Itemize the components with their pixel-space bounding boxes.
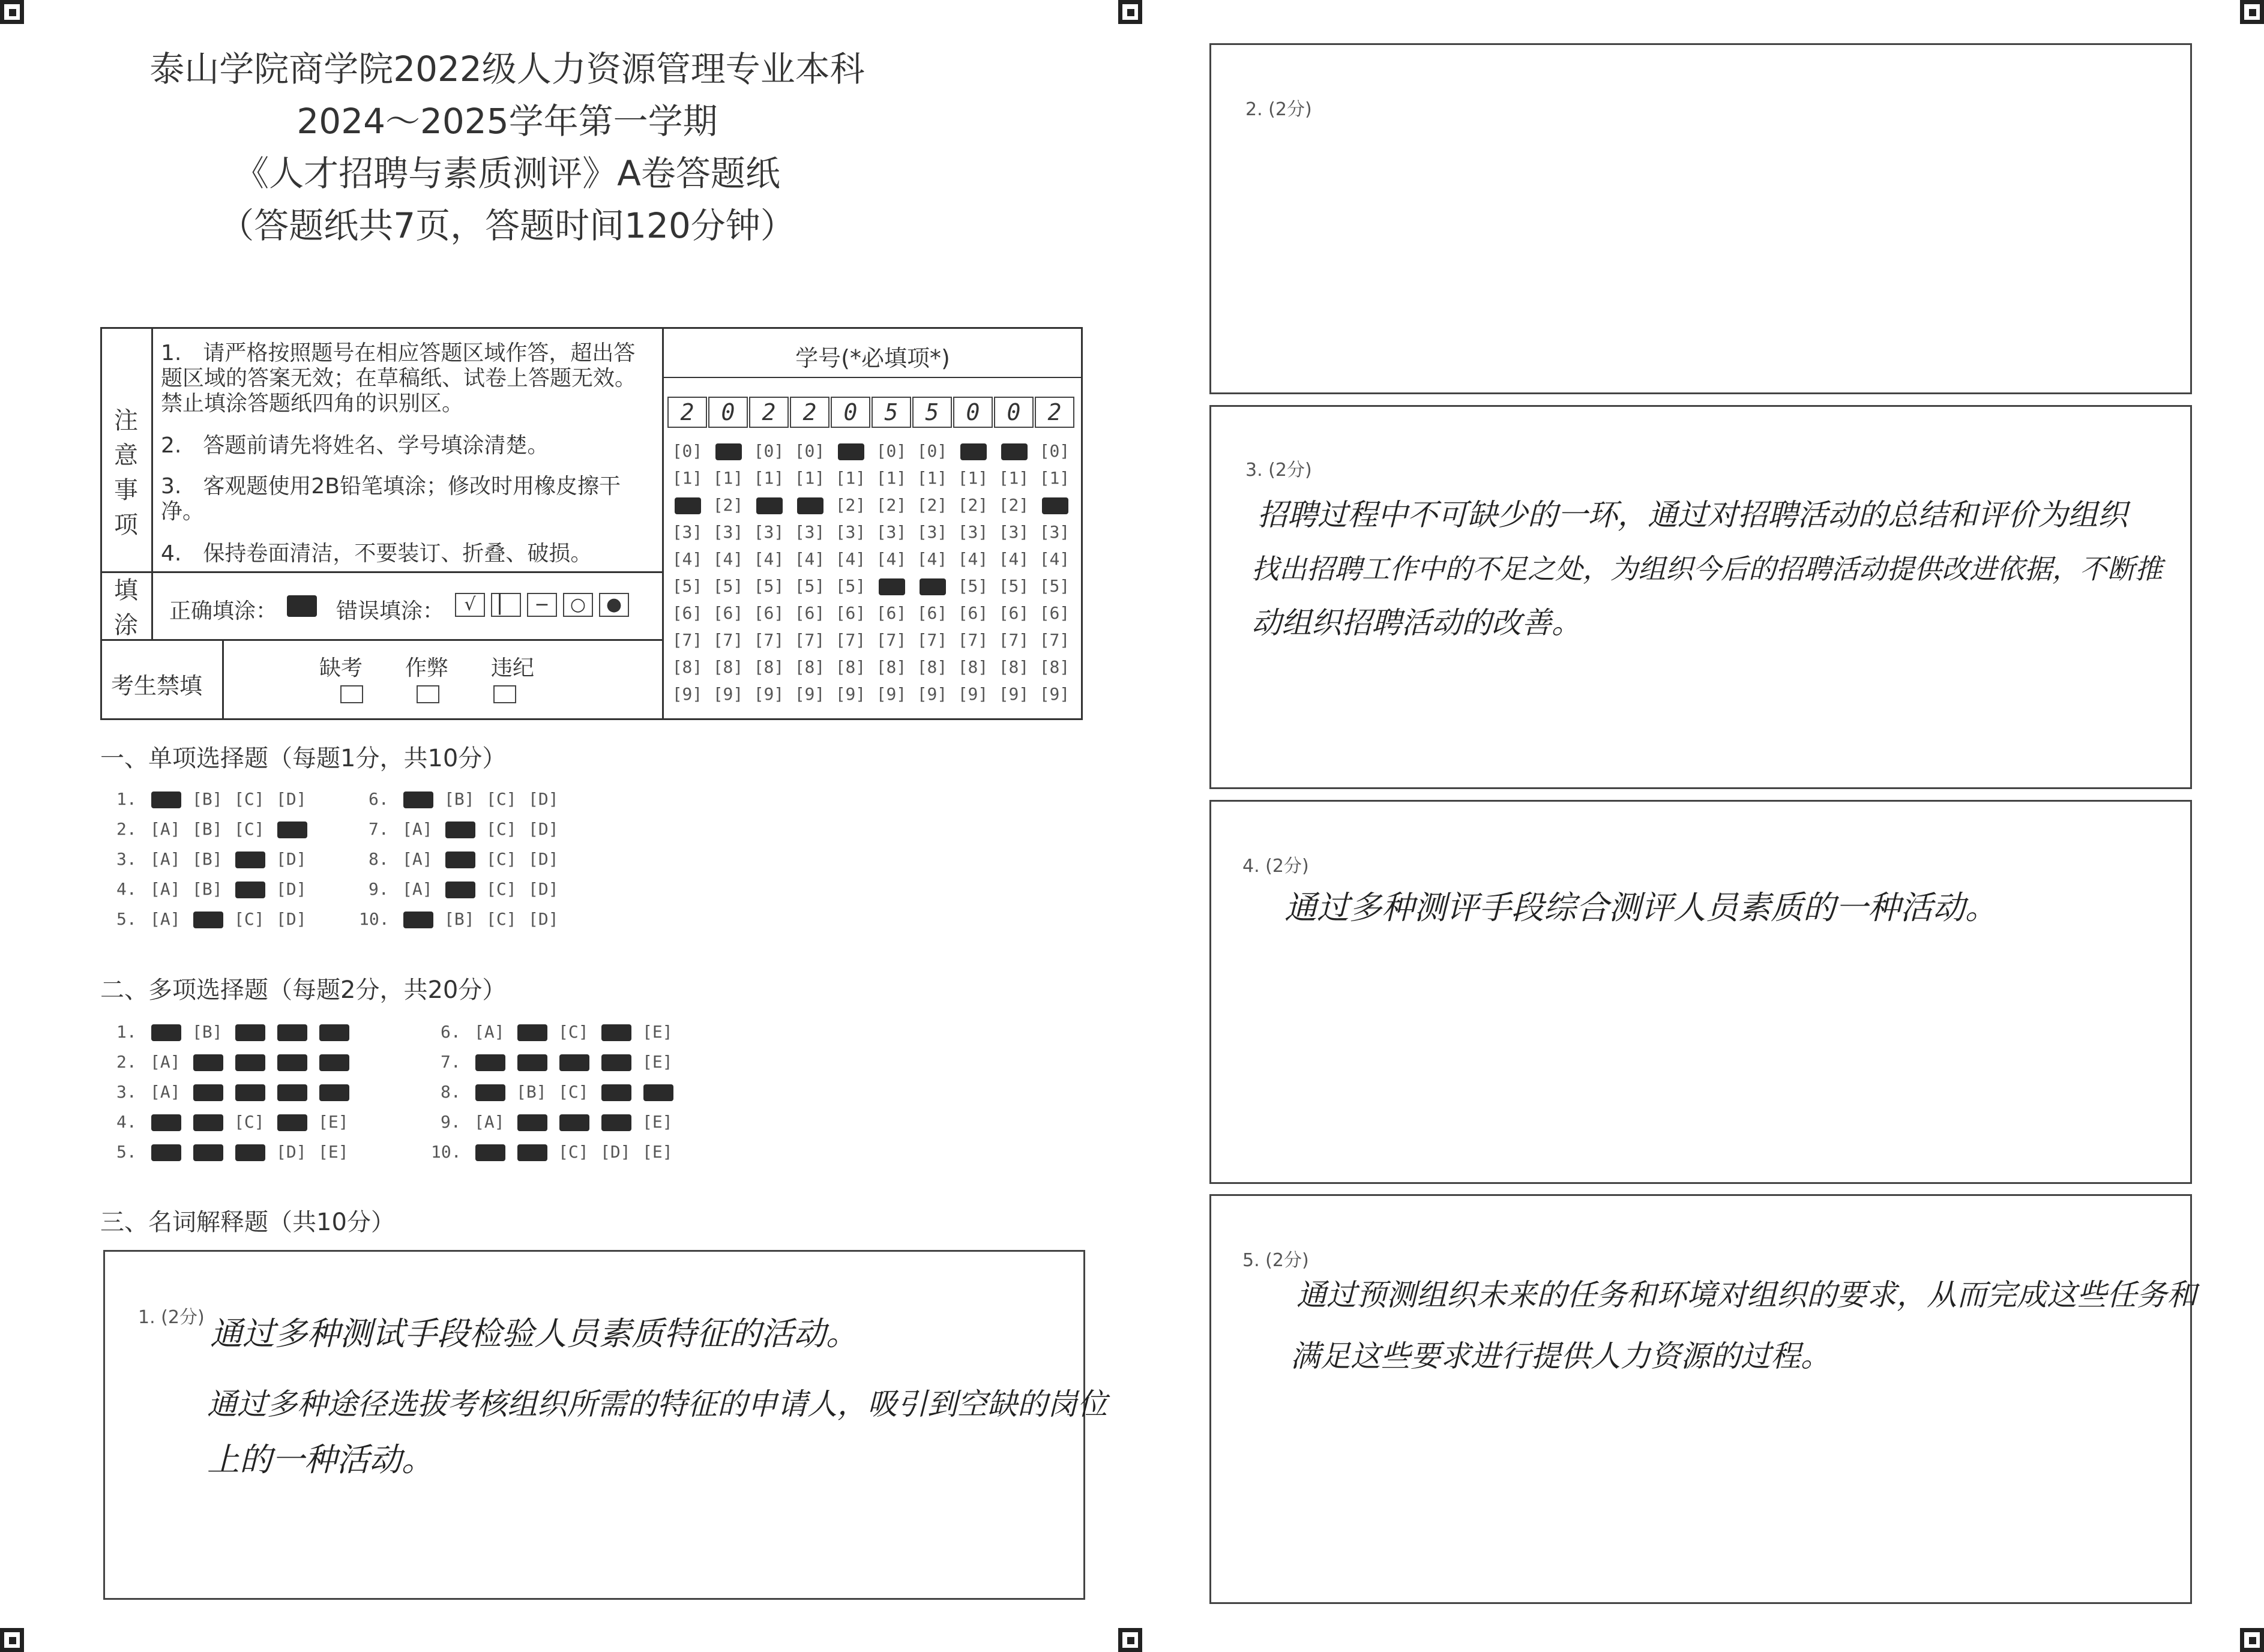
multi-choice-option-filled[interactable]: [193, 1144, 223, 1161]
single-choice-option[interactable]: [D]: [528, 909, 559, 929]
answer-1-line-3: 上的一种活动。: [207, 1441, 434, 1479]
student-id-bubble-filled[interactable]: [797, 497, 823, 514]
student-id-digit-cell: 2: [790, 397, 829, 428]
multi-choice-option-filled[interactable]: [235, 1054, 265, 1071]
student-id-bubble[interactable]: [2]: [957, 495, 989, 515]
header-line-2: 2024～2025学年第一学期: [297, 101, 718, 142]
single-choice-option-filled[interactable]: [403, 912, 433, 928]
student-id-bubble[interactable]: [7]: [998, 630, 1029, 650]
single-choice-option[interactable]: [D]: [276, 879, 307, 899]
multi-choice-option-filled[interactable]: [235, 1084, 265, 1101]
multi-choice-option-filled[interactable]: [475, 1144, 505, 1161]
answer-box-3-number: 3. (2分): [1245, 460, 1312, 481]
student-id-bubble[interactable]: [7]: [876, 630, 907, 650]
answer-box-4[interactable]: [1209, 800, 2192, 1184]
notice-item-2: 2. 答题前请先将姓名、学号填涂清楚。: [161, 433, 549, 458]
student-id-bubble[interactable]: [8]: [712, 657, 744, 677]
notice-item-4: 4. 保持卷面清洁，不要装订、折叠、破损。: [161, 541, 592, 566]
multi-choice-option[interactable]: [B]: [516, 1082, 547, 1102]
single-choice-option-filled[interactable]: [235, 852, 265, 868]
single-choice-option[interactable]: [A]: [402, 819, 433, 839]
restricted-option-absent: 缺考: [319, 656, 363, 680]
student-id-bubble[interactable]: [5]: [835, 576, 866, 596]
section2-title: 二、多项选择题（每题2分，共20分）: [100, 976, 507, 1004]
student-id-bubble[interactable]: [3]: [876, 522, 907, 542]
student-id-bubble[interactable]: [3]: [753, 522, 784, 542]
multi-choice-option-filled[interactable]: [475, 1054, 505, 1071]
fill-wrong-label: 错误填涂：: [336, 599, 445, 623]
multi-choice-question-number: 3.: [116, 1082, 137, 1102]
multi-choice-option[interactable]: [C]: [558, 1082, 589, 1102]
student-id-bubble[interactable]: [7]: [712, 630, 744, 650]
multi-choice-option[interactable]: [A]: [150, 1082, 181, 1102]
student-id-digit-cell: 2: [667, 397, 707, 428]
single-choice-option[interactable]: [D]: [276, 909, 307, 929]
multi-choice-option-filled[interactable]: [319, 1054, 349, 1071]
single-choice-option[interactable]: [C]: [486, 909, 517, 929]
single-choice-option[interactable]: [A]: [402, 849, 433, 869]
multi-choice-option[interactable]: [E]: [642, 1022, 673, 1042]
single-choice-question-number: 7.: [369, 819, 389, 839]
single-choice-question-number: 3.: [116, 849, 137, 869]
multi-choice-option-filled[interactable]: [235, 1144, 265, 1161]
fill-wrong-symbol: ▏: [499, 594, 513, 615]
multi-choice-option-filled[interactable]: [601, 1054, 631, 1071]
student-id-bubble[interactable]: [5]: [794, 576, 825, 596]
multi-choice-option[interactable]: [C]: [558, 1022, 589, 1042]
restricted-option-cheat: 作弊: [405, 656, 449, 680]
student-id-bubble[interactable]: [3]: [835, 522, 866, 542]
multi-choice-option[interactable]: [E]: [318, 1112, 349, 1132]
student-id-bubble[interactable]: [0]: [672, 441, 703, 461]
student-id-bubble[interactable]: [4]: [753, 549, 784, 569]
single-choice-option-filled[interactable]: [151, 791, 181, 808]
fill-correct-sample: [287, 595, 317, 617]
fill-wrong-sample: [599, 593, 629, 617]
student-id-bubble[interactable]: [9]: [794, 684, 825, 704]
answer-box-1-number: 1. (2分): [138, 1307, 205, 1328]
student-id-bubble[interactable]: [6]: [998, 603, 1029, 623]
single-choice-option[interactable]: [B]: [444, 789, 475, 809]
fill-side-label: 填涂: [114, 577, 138, 639]
multi-choice-question-number: 2.: [116, 1052, 137, 1072]
multi-choice-option-filled[interactable]: [235, 1024, 265, 1041]
student-id-bubble[interactable]: [7]: [1039, 630, 1070, 650]
single-choice-question-number: 4.: [116, 879, 137, 899]
single-choice-option-filled[interactable]: [403, 791, 433, 808]
student-id-bubble[interactable]: [7]: [835, 630, 866, 650]
multi-choice-option-filled[interactable]: [601, 1114, 631, 1131]
single-choice-question-number: 1.: [116, 789, 137, 809]
student-id-bubble[interactable]: [6]: [835, 603, 866, 623]
student-id-bubble-filled[interactable]: [715, 443, 742, 460]
single-choice-question-number: 2.: [116, 819, 137, 839]
single-choice-option[interactable]: [D]: [276, 849, 307, 869]
student-id-digit-cell: 0: [831, 397, 870, 428]
student-id-bubble[interactable]: [8]: [876, 657, 907, 677]
single-choice-option[interactable]: [B]: [192, 819, 223, 839]
restricted-label: 考生禁填: [111, 673, 203, 699]
answer-box-3[interactable]: [1209, 405, 2192, 789]
student-id-bubble[interactable]: [2]: [876, 495, 907, 515]
multi-choice-option-filled[interactable]: [643, 1084, 673, 1101]
multi-choice-option-filled[interactable]: [151, 1144, 181, 1161]
student-id-bubble[interactable]: [9]: [1039, 684, 1070, 704]
multi-choice-option-filled[interactable]: [517, 1054, 547, 1071]
divider: [663, 377, 1083, 378]
student-id-bubble[interactable]: [9]: [712, 684, 744, 704]
multi-choice-option[interactable]: [C]: [558, 1142, 589, 1162]
multi-choice-option-filled[interactable]: [277, 1054, 307, 1071]
student-id-bubble[interactable]: [6]: [753, 603, 784, 623]
single-choice-option[interactable]: [D]: [528, 879, 559, 899]
student-id-bubble[interactable]: [4]: [998, 549, 1029, 569]
student-id-bubble[interactable]: [9]: [998, 684, 1029, 704]
answer-4-line-1: 通过多种测评手段综合测评人员素质的一种活动。: [1284, 889, 1998, 927]
student-id-bubble[interactable]: [5]: [753, 576, 784, 596]
multi-choice-option-filled[interactable]: [559, 1054, 589, 1071]
student-id-bubble[interactable]: [7]: [753, 630, 784, 650]
student-id-bubble[interactable]: [6]: [876, 603, 907, 623]
student-id-bubble[interactable]: [1]: [753, 468, 784, 488]
fill-wrong-symbol: −: [534, 594, 550, 615]
multi-choice-question-number: 9.: [441, 1112, 461, 1132]
corner-mark-top-right: [2240, 0, 2264, 24]
student-id-bubble[interactable]: [2]: [998, 495, 1029, 515]
student-id-bubble-filled[interactable]: [879, 578, 905, 595]
multi-choice-option[interactable]: [A]: [150, 1052, 181, 1072]
multi-choice-question-number: 1.: [116, 1022, 137, 1042]
student-id-bubble[interactable]: [1]: [835, 468, 866, 488]
fill-wrong-sample: [527, 593, 557, 617]
single-choice-option[interactable]: [D]: [528, 819, 559, 839]
single-choice-option[interactable]: [A]: [150, 909, 181, 929]
divider: [100, 639, 663, 641]
multi-choice-option-filled[interactable]: [193, 1084, 223, 1101]
single-choice-option[interactable]: [D]: [276, 789, 307, 809]
answer-1-line-2: 通过多种途径选拔考核组织所需的特征的申请人，吸引到空缺的岗位: [207, 1387, 1107, 1422]
student-id-bubble[interactable]: [9]: [957, 684, 989, 704]
multi-choice-option-filled[interactable]: [601, 1084, 631, 1101]
student-id-bubble[interactable]: [3]: [712, 522, 744, 542]
single-choice-option-filled[interactable]: [235, 882, 265, 898]
student-id-bubble[interactable]: [3]: [917, 522, 948, 542]
student-id-bubble[interactable]: [7]: [917, 630, 948, 650]
student-id-bubble[interactable]: [8]: [998, 657, 1029, 677]
student-id-bubble[interactable]: [5]: [672, 576, 703, 596]
fill-wrong-symbol: ●: [606, 594, 622, 615]
multi-choice-option-filled[interactable]: [517, 1024, 547, 1041]
single-choice-option-filled[interactable]: [193, 912, 223, 928]
student-id-bubble[interactable]: [2]: [917, 495, 948, 515]
multi-choice-question-number: 7.: [441, 1052, 461, 1072]
single-choice-option[interactable]: [D]: [528, 849, 559, 869]
student-id-bubble[interactable]: [8]: [835, 657, 866, 677]
student-id-digit-cell: 0: [953, 397, 993, 428]
student-id-bubble[interactable]: [0]: [876, 441, 907, 461]
student-id-bubble[interactable]: [1]: [917, 468, 948, 488]
student-id-bubble-filled[interactable]: [1001, 443, 1028, 460]
section1-title: 一、单项选择题（每题1分，共10分）: [100, 745, 507, 772]
student-id-bubble[interactable]: [5]: [712, 576, 744, 596]
restricted-option-violation: 违纪: [491, 656, 535, 680]
answer-5-line-1: 通过预测组织未来的任务和环境对组织的要求，从而完成这些任务和: [1296, 1278, 2197, 1312]
single-choice-option[interactable]: [C]: [234, 819, 265, 839]
student-id-bubble-filled[interactable]: [920, 578, 946, 595]
student-id-bubble-filled[interactable]: [675, 497, 701, 514]
student-id-bubble[interactable]: [8]: [1039, 657, 1070, 677]
answer-3-line-1: 招聘过程中不可缺少的一环，通过对招聘活动的总结和评价为组织: [1257, 497, 2128, 532]
fill-wrong-sample: [563, 593, 593, 617]
student-id-digit-cell: 2: [1035, 397, 1074, 428]
single-choice-option[interactable]: [C]: [486, 849, 517, 869]
multi-choice-option[interactable]: [A]: [474, 1022, 505, 1042]
student-id-bubble-filled[interactable]: [756, 497, 783, 514]
student-id-bubble[interactable]: [8]: [794, 657, 825, 677]
fill-wrong-sample: [491, 593, 521, 617]
multi-choice-option-filled[interactable]: [277, 1114, 307, 1131]
multi-choice-question-number: 5.: [116, 1142, 137, 1162]
header-line-3: 《人才招聘与素质测评》A卷答题纸: [234, 153, 780, 194]
student-id-bubble[interactable]: [2]: [835, 495, 866, 515]
student-id-bubble[interactable]: [7]: [672, 630, 703, 650]
multi-choice-question-number: 4.: [116, 1112, 137, 1132]
notice-item-3: 3. 客观题使用2B铅笔填涂；修改时用橡皮擦干净。: [161, 474, 621, 524]
corner-mark-top-center: [1118, 0, 1142, 24]
multi-choice-option-filled[interactable]: [517, 1144, 547, 1161]
student-id-bubble[interactable]: [1]: [998, 468, 1029, 488]
student-id-bubble-filled[interactable]: [1042, 497, 1068, 514]
student-id-bubble[interactable]: [9]: [835, 684, 866, 704]
fill-correct-label: 正确填涂：: [169, 599, 278, 623]
multi-choice-option-filled[interactable]: [151, 1024, 181, 1041]
student-id-bubble[interactable]: [8]: [957, 657, 989, 677]
multi-choice-option[interactable]: [B]: [192, 1022, 223, 1042]
multi-choice-option-filled[interactable]: [193, 1054, 223, 1071]
answer-5-line-2: 满足这些要求进行提供人力资源的过程。: [1290, 1339, 1831, 1374]
multi-choice-option[interactable]: [E]: [642, 1052, 673, 1072]
divider: [100, 571, 663, 573]
student-id-bubble[interactable]: [8]: [753, 657, 784, 677]
multi-choice-option[interactable]: [D]: [600, 1142, 631, 1162]
notice-side-label: 注意事项: [114, 407, 138, 539]
fill-wrong-symbol: ○: [570, 594, 586, 615]
student-id-bubble[interactable]: [9]: [917, 684, 948, 704]
header-line-1: 泰山学院商学院2022级人力资源管理专业本科: [149, 49, 865, 89]
single-choice-question-number: 6.: [369, 789, 389, 809]
student-id-bubble[interactable]: [6]: [794, 603, 825, 623]
multi-choice-option-filled[interactable]: [277, 1084, 307, 1101]
single-choice-question-number: 9.: [369, 879, 389, 899]
answer-box-2[interactable]: [1209, 43, 2192, 394]
single-choice-option-filled[interactable]: [445, 852, 475, 868]
student-id-bubble[interactable]: [6]: [712, 603, 744, 623]
answer-box-4-number: 4. (2分): [1242, 856, 1309, 877]
multi-choice-option-filled[interactable]: [319, 1024, 349, 1041]
student-id-bubble-filled[interactable]: [838, 443, 864, 460]
student-id-bubble[interactable]: [0]: [1039, 441, 1070, 461]
student-id-bubble[interactable]: [9]: [876, 684, 907, 704]
student-id-bubble[interactable]: [2]: [712, 495, 744, 515]
answer-box-1[interactable]: [103, 1250, 1085, 1600]
answer-3-line-3: 动组织招聘活动的改善。: [1251, 605, 1582, 640]
multi-choice-question-number: 8.: [441, 1082, 461, 1102]
student-id-bubble[interactable]: [6]: [1039, 603, 1070, 623]
divider: [662, 327, 664, 720]
student-id-bubble[interactable]: [4]: [917, 549, 948, 569]
divider: [222, 639, 224, 720]
single-choice-option[interactable]: [B]: [192, 849, 223, 869]
single-choice-option[interactable]: [A]: [402, 879, 433, 899]
multi-choice-option-filled[interactable]: [319, 1084, 349, 1101]
single-choice-option[interactable]: [B]: [444, 909, 475, 929]
multi-choice-option[interactable]: [A]: [474, 1112, 505, 1132]
multi-choice-option-filled[interactable]: [151, 1114, 181, 1131]
corner-mark-top-left: [0, 0, 24, 24]
multi-choice-option-filled[interactable]: [559, 1114, 589, 1131]
multi-choice-option-filled[interactable]: [277, 1024, 307, 1041]
student-id-digit-cell: 0: [708, 397, 748, 428]
fill-wrong-symbol: √: [464, 594, 476, 615]
student-id-bubble[interactable]: [1]: [712, 468, 744, 488]
student-id-bubble[interactable]: [1]: [876, 468, 907, 488]
student-id-bubble[interactable]: [5]: [957, 576, 989, 596]
single-choice-option-filled[interactable]: [445, 882, 475, 898]
student-id-digit-cell: 2: [749, 397, 789, 428]
student-id-bubble[interactable]: [4]: [1039, 549, 1070, 569]
single-choice-option[interactable]: [A]: [150, 879, 181, 899]
restricted-checkbox-cheat[interactable]: [417, 685, 439, 703]
restricted-checkbox-absent[interactable]: [340, 685, 363, 703]
fill-wrong-sample: [455, 593, 485, 617]
student-id-bubble[interactable]: [4]: [672, 549, 703, 569]
multi-choice-option-filled[interactable]: [601, 1024, 631, 1041]
student-id-bubble[interactable]: [3]: [957, 522, 989, 542]
student-id-bubble[interactable]: [1]: [794, 468, 825, 488]
student-id-bubble[interactable]: [6]: [957, 603, 989, 623]
student-id-bubble[interactable]: [0]: [753, 441, 784, 461]
multi-choice-option[interactable]: [E]: [642, 1112, 673, 1132]
student-id-bubble[interactable]: [4]: [957, 549, 989, 569]
student-id-bubble[interactable]: [5]: [998, 576, 1029, 596]
student-id-bubble[interactable]: [6]: [917, 603, 948, 623]
multi-choice-option[interactable]: [C]: [234, 1112, 265, 1132]
single-choice-question-number: 10.: [359, 909, 390, 929]
multi-choice-question-number: 6.: [441, 1022, 461, 1042]
single-choice-question-number: 8.: [369, 849, 389, 869]
divider: [151, 571, 153, 639]
student-id-digit-cell: 5: [912, 397, 952, 428]
single-choice-option-filled[interactable]: [277, 821, 307, 838]
single-choice-option[interactable]: [C]: [234, 789, 265, 809]
student-id-bubble[interactable]: [1]: [957, 468, 989, 488]
student-id-bubble[interactable]: [8]: [917, 657, 948, 677]
student-id-bubble[interactable]: [6]: [672, 603, 703, 623]
divider: [151, 327, 153, 571]
student-id-digit-cell: 0: [994, 397, 1034, 428]
header-line-4: （答题纸共7页，答题时间120分钟）: [219, 205, 795, 246]
multi-choice-option[interactable]: [E]: [642, 1142, 673, 1162]
answer-box-5-number: 5. (2分): [1242, 1250, 1309, 1271]
student-id-bubble[interactable]: [0]: [917, 441, 948, 461]
single-choice-option[interactable]: [C]: [486, 819, 517, 839]
student-id-bubble[interactable]: [3]: [672, 522, 703, 542]
notice-item-1: 1. 请严格按照题号在相应答题区域作答，超出答题区域的答案无效；在草稿纸、试卷上答题无效。禁止填涂答题纸四角的识别区。: [161, 341, 637, 416]
section3-title: 三、名词解释题（共10分）: [100, 1209, 395, 1236]
student-id-bubble[interactable]: [3]: [1039, 522, 1070, 542]
student-id-bubble[interactable]: [8]: [672, 657, 703, 677]
restricted-checkbox-violation[interactable]: [493, 685, 516, 703]
student-id-bubble[interactable]: [4]: [876, 549, 907, 569]
multi-choice-option-filled[interactable]: [475, 1084, 505, 1101]
student-id-bubble[interactable]: [4]: [712, 549, 744, 569]
student-id-digit-cell: 5: [872, 397, 911, 428]
corner-mark-bottom-right: [2240, 1628, 2264, 1652]
answer-3-line-2: 找出招聘工作中的不足之处，为组织今后的招聘活动提供改进依据，不断推: [1251, 553, 2163, 585]
single-choice-option-filled[interactable]: [445, 821, 475, 838]
student-id-bubble[interactable]: [0]: [794, 441, 825, 461]
student-id-bubble[interactable]: [7]: [794, 630, 825, 650]
corner-mark-bottom-left: [0, 1628, 24, 1652]
multi-choice-option[interactable]: [E]: [318, 1142, 349, 1162]
single-choice-option[interactable]: [C]: [486, 879, 517, 899]
student-id-bubble[interactable]: [4]: [835, 549, 866, 569]
student-id-bubble[interactable]: [1]: [672, 468, 703, 488]
student-id-bubble[interactable]: [9]: [753, 684, 784, 704]
answer-box-2-number: 2. (2分): [1245, 99, 1312, 120]
corner-mark-bottom-center: [1118, 1628, 1142, 1652]
single-choice-option[interactable]: [C]: [234, 909, 265, 929]
single-choice-option[interactable]: [B]: [192, 789, 223, 809]
multi-choice-option[interactable]: [D]: [276, 1142, 307, 1162]
student-id-label: 学号(*必填项*): [795, 345, 950, 371]
single-choice-option[interactable]: [B]: [192, 879, 223, 899]
answer-1-line-1: 通过多种测试手段检验人员素质特征的活动。: [210, 1315, 858, 1353]
multi-choice-option-filled[interactable]: [517, 1114, 547, 1131]
multi-choice-option-filled[interactable]: [193, 1114, 223, 1131]
student-id-bubble-filled[interactable]: [960, 443, 987, 460]
single-choice-option[interactable]: [C]: [486, 789, 517, 809]
answer-box-5[interactable]: [1209, 1194, 2192, 1604]
student-id-bubble[interactable]: [3]: [794, 522, 825, 542]
student-id-bubble[interactable]: [7]: [957, 630, 989, 650]
student-id-bubble[interactable]: [3]: [998, 522, 1029, 542]
student-id-bubble[interactable]: [1]: [1039, 468, 1070, 488]
single-choice-question-number: 5.: [116, 909, 137, 929]
multi-choice-question-number: 10.: [431, 1142, 462, 1162]
student-id-bubble[interactable]: [5]: [1039, 576, 1070, 596]
student-id-bubble[interactable]: [9]: [672, 684, 703, 704]
single-choice-option[interactable]: [A]: [150, 819, 181, 839]
single-choice-option[interactable]: [D]: [528, 789, 559, 809]
single-choice-option[interactable]: [A]: [150, 849, 181, 869]
student-id-bubble[interactable]: [4]: [794, 549, 825, 569]
